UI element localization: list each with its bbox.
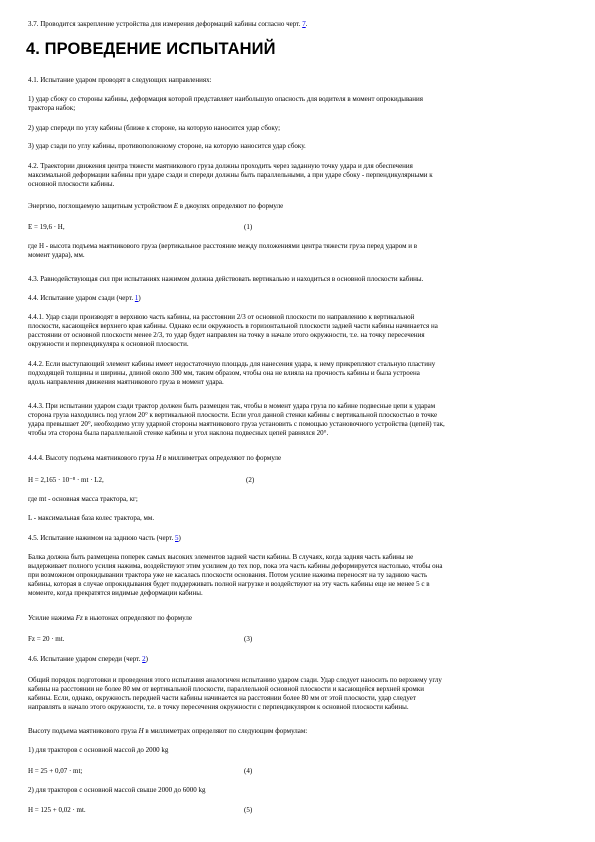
top-line: 3.7. Проводится закрепление устройства для измерения деформаций кабины согласно черт. 7. xyxy=(28,20,308,28)
list-item-1: 1) удар сбоку со стороны кабины, деформация которой представляет наибольшую опасность для водителя в момент опрокидывания xyxy=(28,95,423,103)
equation-4: Н = 25 + 0,07 · mt; xyxy=(28,767,83,775)
paragraph-4-4-1-l4: окружности и перпендикуляра к основной плоскости. xyxy=(28,340,189,348)
equation-2-number: (2) xyxy=(246,476,255,484)
paragraph-4-5-l5: моменте, когда прекратятся видимые деформации кабины. xyxy=(28,589,203,597)
where-H-l2: момент удара), мм. xyxy=(28,251,85,259)
paragraph-4-4: 4.4. Испытание ударом сзади (черт. 1) xyxy=(28,294,141,302)
equation-1: Е = 19,6 · Н, xyxy=(28,223,65,231)
paragraph-4-2-l3: основной плоскости кабины. xyxy=(28,180,115,188)
height-intro: Высоту подъема маятникового груза Н в миллиметрах определяют по следующим формулам: xyxy=(28,727,308,735)
equation-2: Н = 2,165 · 10⁻⁸ · mt · L2, xyxy=(28,476,104,484)
paragraph-4-5-l3: при возможном опрокидывании трактора уже не касалась плоскости основания. Потом усилие нажима переносят на ту заднюю часть xyxy=(28,571,428,579)
paragraph-4-6-l2: кабины на расстоянии не более 80 мм от вертикальной плоскости, параллельной основной плоскости и касающейся верхней кромки xyxy=(28,685,424,693)
paragraph-4-3: 4.3. Равнодействующая сил при испытаниях нажимом должна действовать вертикально и находиться в основной плоскости кабины. xyxy=(28,275,424,283)
paragraph-4-5-l2: выдерживает полного усилия нажима, воздействуют этим усилием до тех пор, пока эта часть кабины деформируется настолько, чтобы она xyxy=(28,562,443,570)
paragraph-4-6-l3: кабины. Если, однако, окружность передней части кабины начинается на расстоянии более 80 мм от этой плоскости, удар следует xyxy=(28,694,416,702)
paragraph-4-4-3-l2: сторона груза находились под углом 20° к вертикальной плоскости. Если угол данной стенки кабины с вертикальной плоскостью в точке xyxy=(28,411,438,419)
figure-link-2[interactable]: 2 xyxy=(142,655,146,663)
paragraph-4-4-3-l4: чтобы эта сторона была параллельной стенке кабины и угол наклона подвесных цепей равнялся 20°. xyxy=(28,429,329,437)
paragraph-4-4-2-l2: подходящей толщины и ширины, длиной около 300 мм, таким образом, чтобы она не влияла на прочность кабины и была устроена xyxy=(28,369,420,377)
paragraph-4-4-3-l1: 4.4.3. При испытании ударом сзади трактор должен быть размещен так, чтобы в момент удара груза по кабине подвесные цепи к ударам xyxy=(28,402,436,410)
where-H-l1: где Н - высота подъема маятникового груза (вертикальное расстояние между положениями центра тяжести груза перед ударом и в xyxy=(28,242,418,250)
case-1: 1) для тракторов с основной массой до 2000 kg xyxy=(28,746,169,754)
equation-1-number: (1) xyxy=(244,223,253,231)
force-intro: Усилие нажима Fz в ньютонах определяют по формуле xyxy=(28,614,192,622)
equation-5-number: (5) xyxy=(244,806,253,814)
equation-4-number: (4) xyxy=(244,767,253,775)
paragraph-4-5-l4: кабины, которая в случае опрокидывания будет поддерживать полной нагрузке и воздействуют на эту часть кабины еще не менее 5 с в xyxy=(28,580,430,588)
figure-link-1[interactable]: 1 xyxy=(134,294,139,302)
paragraph-4-4-1-l1: 4.4.1. Удар сзади производят в верхнюю часть кабины, на расстоянии 2/3 от основной плоскости по направлению к вертикальной xyxy=(28,313,415,321)
list-item-3: 3) удар сзади по углу кабины, противоположному стороне, на которую наносится удар сбоку. xyxy=(28,142,306,150)
paragraph-4-2-l2: максимальной деформации кабины при ударе сзади и спереди должны быть параллельными, а при ударе сбоку - перпендикулярными к xyxy=(28,171,433,179)
paragraph-4-4-4: 4.4.4. Высоту подъема маятникового груза Н в миллиметрах определяют по формуле xyxy=(28,454,282,462)
paragraph-4-6: 4.6. Испытание ударом спереди (черт. 2) xyxy=(28,655,149,663)
paragraph-4-5: 4.5. Испытание нажимом на заднюю часть (черт. 5) xyxy=(28,534,181,542)
paragraph-4-6-l4: направлять в начало этого окружности, т.е. в точку пересечения окружности с перпендикуляром к основной плоскости кабины. xyxy=(28,703,409,711)
paragraph-4-5-l1: Балка должна быть размещена поперек самых высоких элементов задней части кабины. В случаях, когда задняя часть кабины не xyxy=(28,553,414,561)
case-2: 2) для тракторов с основной массой свыше 2000 до 6000 kg xyxy=(28,786,206,794)
paragraph-4-4-2-l3: вдоль направления движения маятникового груза в момент удара. xyxy=(28,378,224,386)
list-item-2: 2) удар спереди по углу кабины (ближе к стороне, на которую наносится удар сбоку; xyxy=(28,124,281,132)
paragraph-4-6-l1: Общий порядок подготовки и проведения этого испытания аналогичен испытанию ударом сзади. Удар следует наносить по верхнему углу xyxy=(28,676,442,684)
equation-5: Н = 125 + 0,02 · mt. xyxy=(28,806,86,814)
paragraph-4-4-1-l3: расстоянии от основной плоскости менее 2/3, то удар будет направлен на точку в начале этого окружности, т.е. на точку пересечения xyxy=(28,331,425,339)
equation-3-number: (3) xyxy=(244,635,253,643)
paragraph-4-1: 4.1. Испытание ударом проводят в следующих направлениях: xyxy=(28,76,212,84)
where-L: L - максимальная база колес трактора, мм. xyxy=(28,514,155,522)
figure-link-7[interactable]: 7 xyxy=(302,20,306,28)
figure-link-5[interactable]: 5 xyxy=(175,534,179,542)
section-heading: 4. ПРОВЕДЕНИЕ ИСПЫТАНИЙ xyxy=(26,40,276,58)
paragraph-4-2-l1: 4.2. Траектории движения центра тяжести маятникового груза должны проходить через заданную точку удара и для обеспечения xyxy=(28,162,413,170)
paragraph-4-4-2-l1: 4.4.2. Если выступающий элемент кабины имеет недостаточную площадь для нанесения удара, к нему прикрепляют стальную пластину xyxy=(28,360,436,368)
equation-3: Fz = 20 · mt. xyxy=(28,635,65,643)
energy-intro: Энергию, поглощаемую защитным устройством Е в джоулях определяют по формуле xyxy=(28,202,284,210)
paragraph-4-4-1-l2: плоскости, касающейся верхнего края кабины. Однако если окружность в горизонтальной плоскости задней части кабины начинается на xyxy=(28,322,438,330)
list-item-1-line2: трактора набок; xyxy=(28,104,76,112)
paragraph-4-4-3-l3: удара превышает 20°, необходимо углу ударной стороны маятникового груза установить с помощью установочного устройства (цепей) так, xyxy=(28,420,445,428)
where-mt: где mt - основная масса трактора, кг; xyxy=(28,495,138,503)
